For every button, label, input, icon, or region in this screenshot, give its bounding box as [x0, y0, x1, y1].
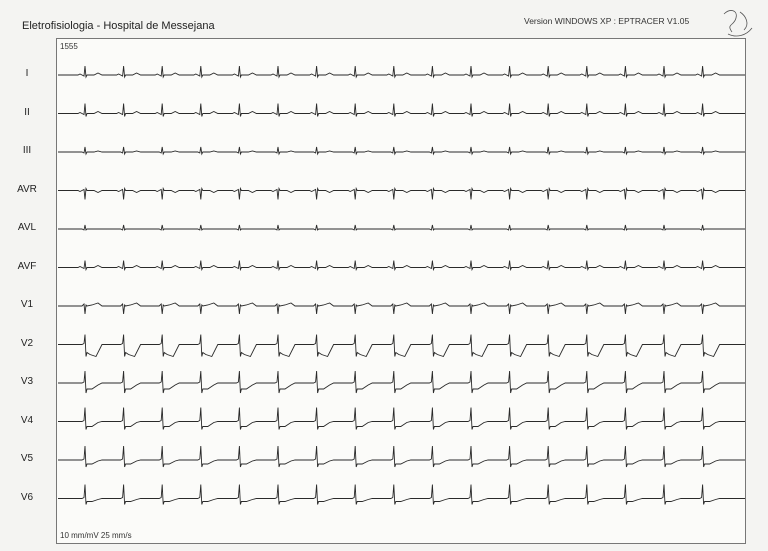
ecg-trace-v4 [58, 408, 745, 430]
lead-label-v3: V3 [20, 376, 34, 387]
ecg-trace-avr [58, 189, 745, 200]
ecg-trace-i [58, 66, 745, 77]
report-title: Eletrofisiologia - Hospital de Messejana [22, 20, 215, 32]
ecg-trace-v2 [58, 335, 745, 357]
lead-label-v6: V6 [20, 491, 34, 503]
lead-label-v5: V5 [20, 453, 34, 464]
lead-label-i: I [25, 68, 29, 79]
lead-label-avf: AVF [17, 260, 37, 272]
lead-label-avr: AVR [17, 183, 37, 195]
ecg-trace-v3 [58, 371, 745, 393]
ecg-trace-iii [58, 147, 745, 154]
ecg-trace-avl [58, 225, 745, 230]
calibration-label: 10 mm/mV 25 mm/s [60, 531, 132, 540]
record-id: 1555 [60, 42, 78, 51]
ecg-trace-ii [58, 104, 745, 117]
lead-label-iii: III [22, 145, 32, 156]
ecg-trace-avf [58, 261, 745, 270]
lead-label-v4: V4 [20, 414, 34, 426]
lead-label-ii: II [24, 106, 30, 118]
ecg-trace-v5 [58, 446, 745, 467]
lead-label-avl: AVL [17, 222, 37, 233]
ecg-trace-v6 [58, 485, 745, 505]
software-version: Version WINDOWS XP : EPTRACER V1.05 [524, 16, 690, 26]
ecg-trace-v1 [58, 303, 745, 314]
lead-label-v2: V2 [20, 337, 34, 349]
lead-label-v1: V1 [20, 299, 34, 310]
